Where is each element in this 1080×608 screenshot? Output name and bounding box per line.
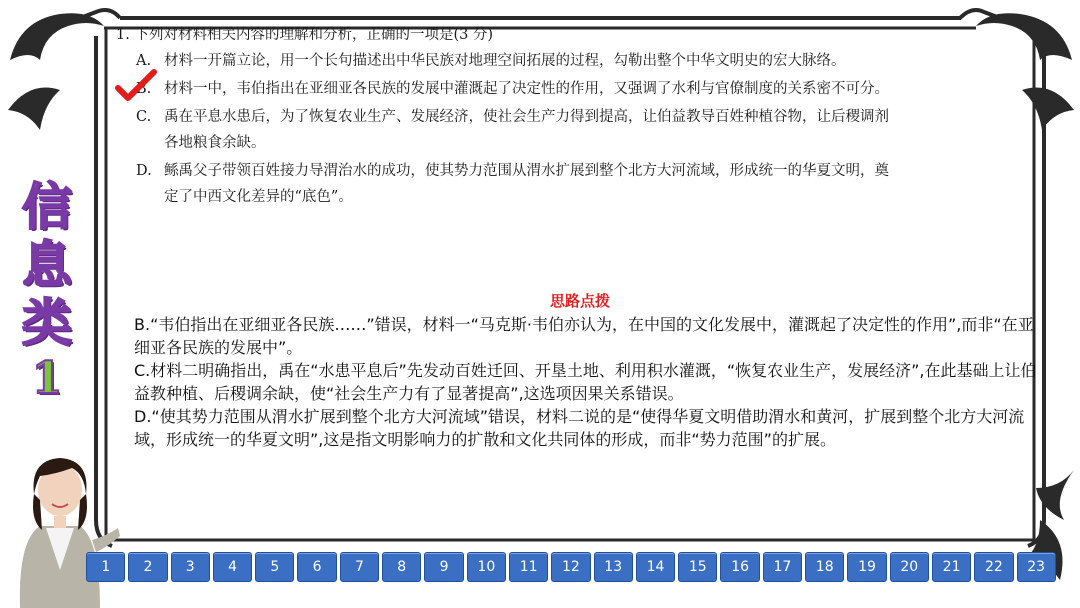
option-text: 禹在平息水患后，为了恢复农业生产、发展经济，使社会生产力得到提高，让伯益教导百姓种植谷物，让后稷调剂各地粮食余缺。 xyxy=(164,109,889,151)
option-a xyxy=(112,48,892,74)
side-title-char: 类 xyxy=(22,294,72,352)
page-button-15[interactable]: 15 xyxy=(678,552,717,582)
option-text: 材料一开篇立论，用一个长句描述出中华民族对地理空间拓展的过程，勾勒出整个中华文明史的宏大脉络。 xyxy=(164,53,846,69)
page-button-12[interactable]: 12 xyxy=(551,552,590,582)
option-b xyxy=(112,76,892,102)
checkmark-icon xyxy=(114,68,158,104)
page-button-2[interactable]: 2 xyxy=(128,552,167,582)
option-d xyxy=(112,158,892,210)
page-button-3[interactable]: 3 xyxy=(171,552,210,582)
side-title-char: 息 xyxy=(22,236,72,294)
page-button-7[interactable]: 7 xyxy=(340,552,379,582)
hint-heading: 思路点拨 xyxy=(549,292,610,310)
option-c xyxy=(112,104,892,156)
page-button-13[interactable]: 13 xyxy=(594,552,633,582)
page-button-22[interactable]: 22 xyxy=(974,552,1013,582)
page-button-8[interactable]: 8 xyxy=(382,552,421,582)
question-block xyxy=(112,24,892,210)
side-title-number: 1 xyxy=(31,353,63,404)
option-letter: A. xyxy=(136,53,152,69)
page-navigation xyxy=(86,552,1056,582)
section-title-vertical xyxy=(14,178,80,404)
hint-paragraph: B.“韦伯指出在亚细亚各民族……”错误，材料一“马克斯·韦伯亦认为，在中国的文化发展中，灌溉起了决定性的作用”,而非“在亚细亚各民族的发展中”。 xyxy=(134,315,1034,357)
option-letter: C. xyxy=(136,109,152,125)
page-button-21[interactable]: 21 xyxy=(932,552,971,582)
page-button-20[interactable]: 20 xyxy=(890,552,929,582)
hint-paragraph: D.“使其势力范围从渭水扩展到整个北方大河流域”错误，材料二说的是“使得华夏文明借助渭水和黄河，扩展到整个北方大河流域，形成统一的华夏文明”,这是指文明影响力的扩散和文化共同体的形成，而非“势力范围”的扩展。 xyxy=(134,407,1025,449)
option-letter: B. xyxy=(136,81,152,97)
page-button-9[interactable]: 9 xyxy=(424,552,463,582)
page-button-14[interactable]: 14 xyxy=(636,552,675,582)
hint-body xyxy=(134,313,1040,451)
option-letter: D. xyxy=(136,163,152,179)
page-button-5[interactable]: 5 xyxy=(255,552,294,582)
option-text: 鲧禹父子带领百姓接力导渭治水的成功，使其势力范围从渭水扩展到整个北方大河流域，形成统一的华夏文明，奠定了中西文化差异的“底色”。 xyxy=(164,163,889,205)
hint-paragraph: C.材料二明确指出，禹在“水患平息后”先发动百姓迁回、开垦土地、利用积水灌溉，“恢复农业生产，发展经济”,在此基础上让伯益教种植、后稷调余缺，使“社会生产力有了显著提高”,这选项因果关系错误。 xyxy=(134,361,1037,403)
page-button-1[interactable]: 1 xyxy=(86,552,125,582)
page-button-11[interactable]: 11 xyxy=(509,552,548,582)
page-button-18[interactable]: 18 xyxy=(805,552,844,582)
page-button-17[interactable]: 17 xyxy=(763,552,802,582)
side-title-char: 信 xyxy=(22,178,72,236)
page-button-23[interactable]: 23 xyxy=(1017,552,1056,582)
option-text: 材料一中，韦伯指出在亚细亚各民族的发展中灌溉起了决定性的作用，又强调了水利与官僚制度的关系密不可分。 xyxy=(164,81,889,97)
page-button-4[interactable]: 4 xyxy=(213,552,252,582)
page-button-10[interactable]: 10 xyxy=(467,552,506,582)
page-button-6[interactable]: 6 xyxy=(297,552,336,582)
page-button-16[interactable]: 16 xyxy=(720,552,759,582)
teacher-illustration xyxy=(0,440,120,608)
page-button-19[interactable]: 19 xyxy=(847,552,886,582)
question-stem: 1. 下列对材料相关内容的理解和分析，正确的一项是(3 分) xyxy=(116,27,494,43)
